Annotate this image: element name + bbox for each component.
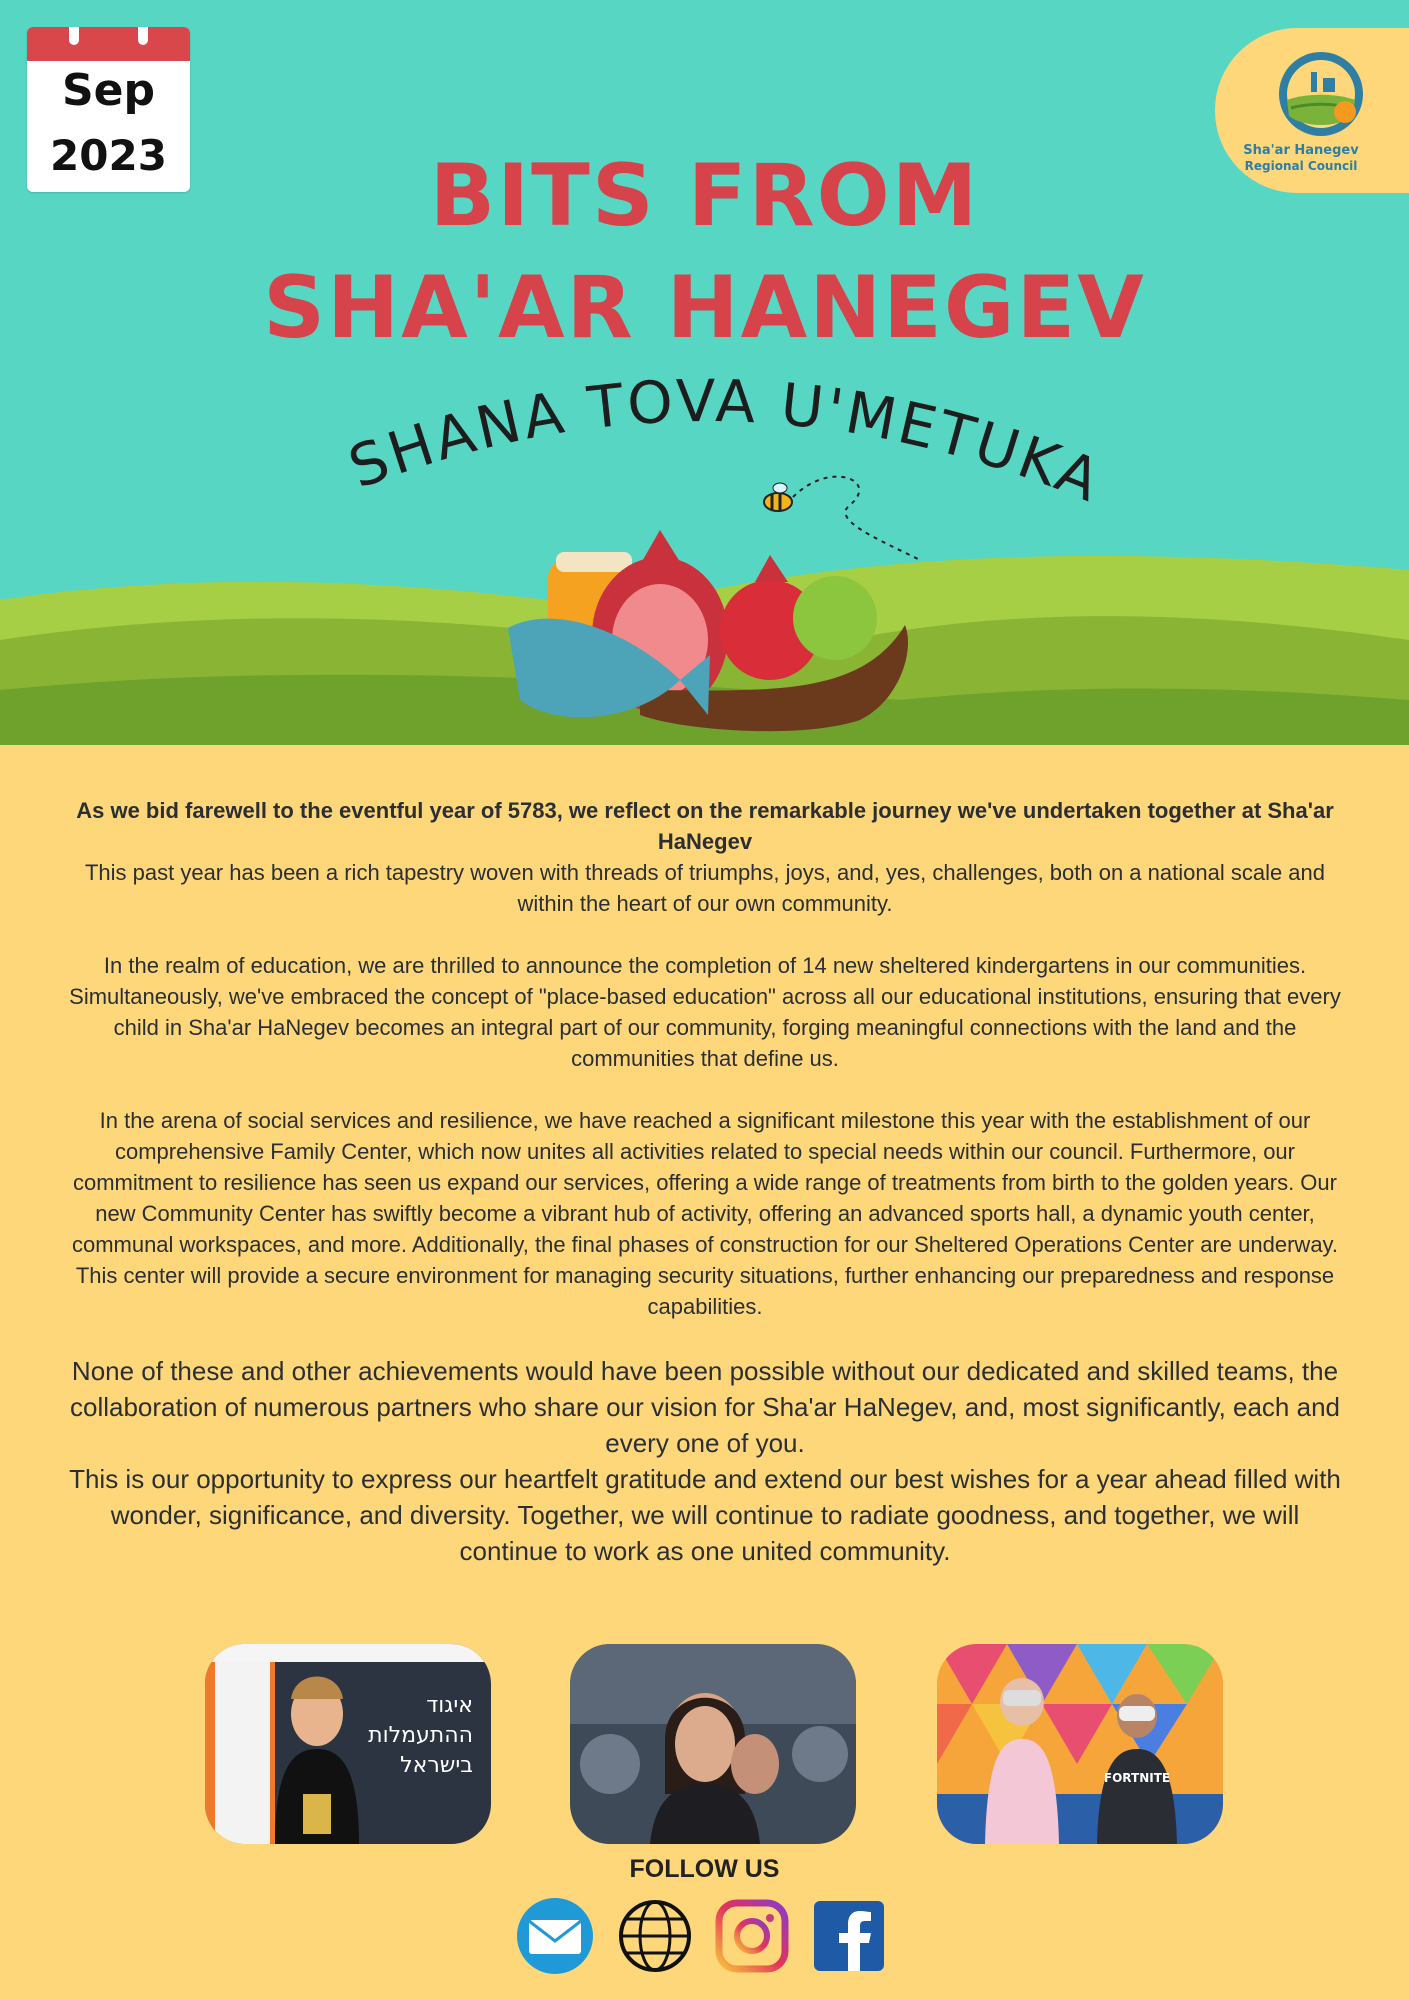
greeting-banner	[0, 0, 1409, 745]
photo-vr-kids	[937, 1644, 1223, 1844]
calendar-month: Sep	[61, 65, 156, 116]
intro-text: This past year has been a rich tapestry woven with threads of triumphs, joys, and, yes, challenges, both on a national scale and within the heart of our own community.	[84, 860, 1326, 916]
photo-gymnast	[205, 1644, 491, 1844]
council-logo[interactable]	[1215, 28, 1409, 193]
intro-lead: As we bid farewell to the eventful year of 5783, we reflect on the remarkable journey we've undertaken together at Sha'ar HaNegev	[76, 798, 1334, 854]
bee-icon	[764, 477, 920, 560]
photo-sign-line-1: איגוד	[426, 1693, 473, 1718]
svg-text:SHANA TOVA U'METUKA	[340, 367, 1112, 516]
follow-us-label: FOLLOW US	[629, 1855, 780, 1883]
logo-line-1: Sha'ar Hanegev	[1243, 143, 1359, 158]
holiday-food-illustration	[508, 530, 908, 731]
photo-community-event	[570, 1644, 856, 1844]
calendar-ring	[69, 27, 79, 45]
council-emblem-icon	[1275, 48, 1367, 140]
photo-sign-line-2: ההתעמלות	[368, 1723, 473, 1748]
closing-paragraph-1: None of these and other achievements would have been possible without our dedicated and skilled teams, the collaboration of numerous partners who share our vision for Sha'ar HaNegev, and, most significantly, each and every one of you.	[69, 1356, 1340, 1458]
photo-shirt-text: FORTNITE	[1103, 1771, 1171, 1785]
mail-icon[interactable]	[516, 1897, 594, 1975]
globe-icon[interactable]	[616, 1897, 694, 1975]
hero-banner	[0, 0, 1409, 745]
logo-line-2: Regional Council	[1244, 159, 1358, 173]
calendar-year: 2023	[50, 131, 167, 180]
closing-paragraph-2: This is our opportunity to express our heartfelt gratitude and extend our best wishes for a year ahead filled with wonder, significance, and diversity. Together, we will continue to radiate goodness, and together, we will continue to work as one united community.	[69, 1464, 1341, 1566]
calendar-header	[27, 27, 190, 61]
instagram-icon[interactable]	[713, 1897, 791, 1975]
title-line-1: BITS FROM	[429, 146, 980, 246]
title-line-2: SHA'AR HANEGEV	[263, 258, 1146, 358]
date-calendar	[27, 27, 190, 192]
calendar-ring	[138, 27, 148, 45]
greeting-text: SHANA TOVA U'METUKA	[340, 366, 1112, 516]
photo-sign-line-3: בישראל	[400, 1753, 473, 1778]
newsletter-content	[60, 795, 1350, 1569]
facebook-icon[interactable]	[810, 1897, 888, 1975]
education-paragraph: In the realm of education, we are thrilled to announce the completion of 14 new sheltered kindergartens in our communities. Simultaneously, we've embraced the concept of "place-based education" across all our educational institutions, ensuring that every child in Sha'ar HaNegev becomes an integral part of our community, forging meaningful connections with the land and the communities that define us.	[69, 953, 1341, 1071]
social-services-paragraph: In the arena of social services and resilience, we have reached a significant milestone this year with the establishment of our comprehensive Family Center, which now unites all activities related to special needs within our council. Furthermore, our commitment to resilience has seen us expand our services, offering a wide range of treatments from birth to the golden years. Our new Community Center has swiftly become a vibrant hub of activity, offering an advanced sports hall, a dynamic youth center, communal workspaces, and more. Additionally, the final phases of construction for our Sheltered Operations Center are underway. This center will provide a secure environment for managing security situations, further enhancing our preparedness and response capabilities.	[71, 1108, 1339, 1319]
